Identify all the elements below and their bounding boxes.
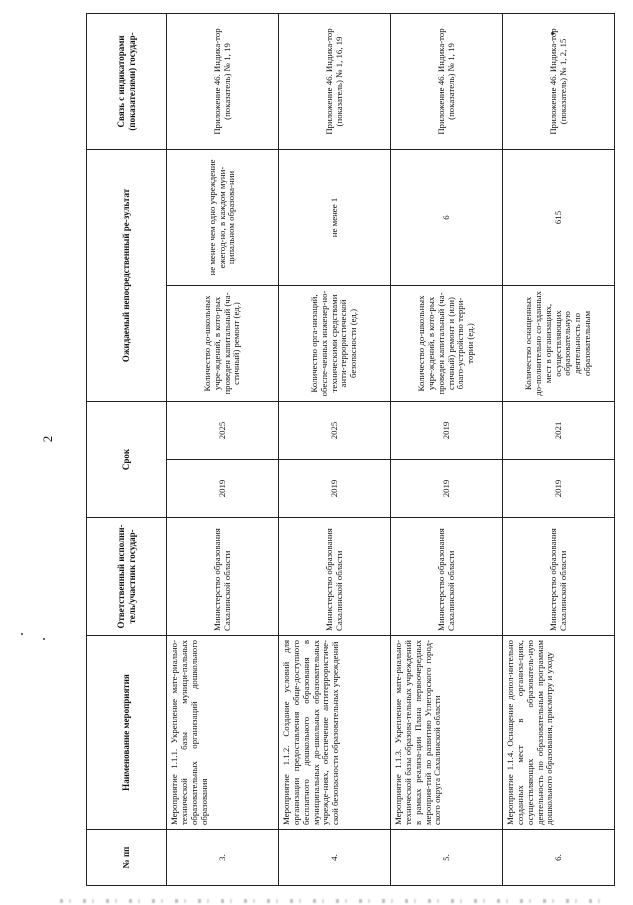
measure-name: Мероприятие 1.1.1. Укрепление мате-риально-технической базы муници-пальных образовательных организаций дошкольного образования [167, 636, 279, 830]
start-year: 2019 [503, 460, 615, 518]
start-year: 2019 [391, 460, 503, 518]
table-row [279, 13, 391, 885]
indicator-link: Приложение 46. Индика-тор (показатель) № 1, 19 [167, 13, 279, 149]
indicator-link: Приложение 46. Индика-тор (показатель) № 1, 2, 15 [503, 13, 615, 149]
result-value: не менее 1 [279, 149, 391, 285]
result-value: 6 [391, 149, 503, 285]
table-header-row [87, 13, 167, 885]
table-row [391, 13, 503, 885]
column-header-measure-name: Наименование мероприятия [87, 636, 167, 830]
measure-name: Мероприятие 1.1.3. Укрепление мате-риально-технической базы образова-тельных учреждений в рамках реализа-ции Плана первоочередных мероприя-тий по развитию Углегорского город-ского округа Сахалинской области [391, 636, 503, 830]
table-area [86, 14, 614, 886]
executor: Министерство образования Сахалинской области [503, 518, 615, 636]
row-number: 6. [503, 830, 615, 886]
rotated-page [86, 14, 614, 886]
result-indicator: Количество оснащенных до-полнительно со-зданных мест в организациях, осуществляющих образовательную деятельность по образовательным [503, 285, 615, 401]
table-row [167, 13, 279, 885]
measure-name: Мероприятие 1.1.2. Создание условий для организации предоставления обще-доступного бесплатного дошкольного образования в муниципальных до-школьных образовательных учрежде-ниях, обеспечение антитеррористиче-ской безопасности образовательных учреждений [279, 636, 391, 830]
measure-name: Мероприятие 1.1.4. Оснащение допол-нительно созданных мест в организа-циях, осуществляющих образователь-ную деятельность по образовательным программам дошкольного образования, присмотру и уходу [503, 636, 615, 830]
executor: Министерство образования Сахалинской области [167, 518, 279, 636]
column-header-term: Срок [87, 401, 167, 517]
end-year: 2025 [279, 401, 391, 459]
page-number: 2 [40, 435, 55, 443]
table-row [503, 13, 615, 885]
column-header-expected-result: Ожидаемый непосредственный ре-зультат [87, 149, 167, 401]
measures-table [86, 13, 615, 886]
scan-edge-noise [60, 899, 608, 903]
result-value: 615 [503, 149, 615, 285]
row-number: 3. [167, 830, 279, 886]
end-year: 2025 [167, 401, 279, 459]
row-number: 5. [391, 830, 503, 886]
result-indicator: Количество орга-низаций, обеспе-ченных инженер-но-техническими средствами анти-террористической безопасности (ед.) [279, 285, 391, 401]
end-year: 2019 [391, 401, 503, 459]
row-number: 4. [279, 830, 391, 886]
executor: Министерство образования Сахалинской области [279, 518, 391, 636]
result-indicator: Количество до-школьных учре-ждений, в кото-рых проведен капитальный (ча-стичный) ремонт и (или) благо-устройство терри-тории (ед.) [391, 285, 503, 401]
result-value: не менее чем одно учреждение ежегод-но, в каждом муни-ципальном образова-нии [167, 149, 279, 285]
indicator-link: Приложение 46. Индика-тор (показатель) № 1, 19 [391, 13, 503, 149]
end-year: 2021 [503, 401, 615, 459]
result-indicator: Количество до-школьных учре-ждений, в кото-рых проведен капитальный (ча-стичный) ремонт (ед.) [167, 285, 279, 401]
start-year: 2019 [167, 460, 279, 518]
column-header-executor: Ответственный исполни-тель/участник государ- [87, 518, 167, 636]
column-header-number: № пп [87, 830, 167, 886]
indicator-link: Приложение 46. Индика-тор (показатель) № 1, 16, 19 [279, 13, 391, 149]
start-year: 2019 [279, 460, 391, 518]
scan-speck [21, 633, 23, 635]
column-header-indicator-link: Связь с индикаторами (показателями) государ- [87, 13, 167, 149]
scan-speck [43, 638, 45, 640]
executor: Министерство образования Сахалинской области [391, 518, 503, 636]
